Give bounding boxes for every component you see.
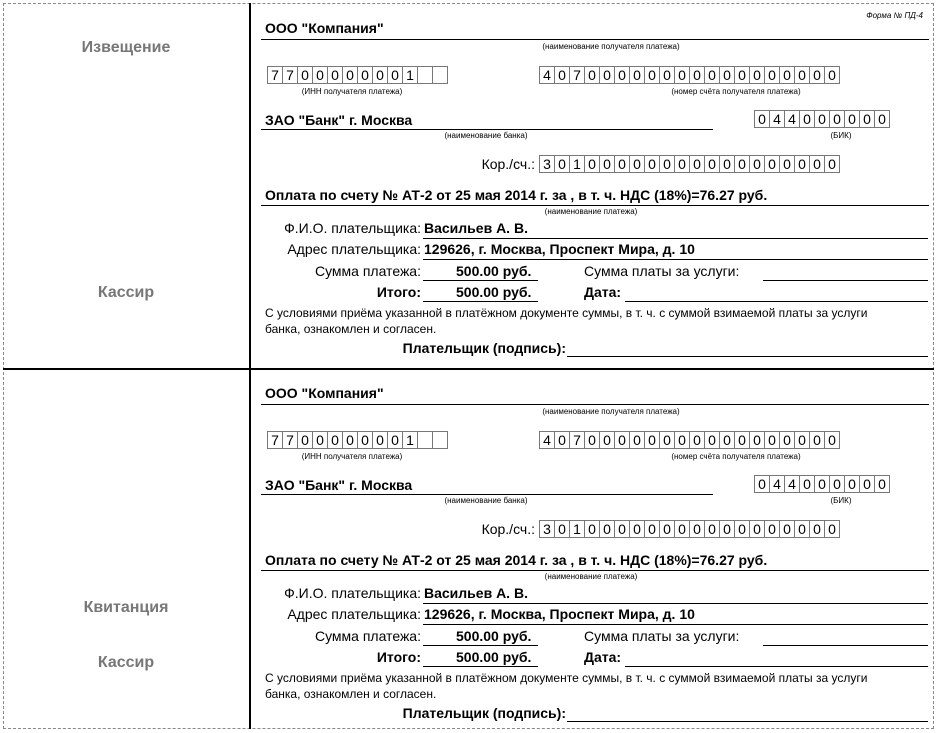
receipt-title: Квитанция — [83, 599, 169, 616]
digit-cell: 0 — [297, 66, 313, 84]
bank-name-caption: (наименование банка) — [444, 131, 528, 140]
payer-underline — [423, 603, 928, 604]
digit-cell: 7 — [569, 431, 585, 449]
vertical-divider — [249, 368, 251, 729]
signature-label: Плательщик (подпись): — [402, 705, 566, 721]
bik-cells — [754, 475, 890, 493]
digit-cell: 0 — [629, 520, 645, 538]
digit-cell: 0 — [387, 66, 403, 84]
digit-cell: 4 — [784, 475, 800, 493]
digit-cell: 0 — [584, 66, 600, 84]
digit-cell: 0 — [674, 66, 690, 84]
account-cells — [539, 66, 840, 84]
bank-name: ЗАО "Банк" г. Москва — [265, 477, 413, 493]
terms-text: С условиями приёма указанной в платёжном документе суммы, в т. ч. с суммой взимаемой платы за услуги банка, ознакомлен и согласен. — [265, 306, 868, 336]
bik-cells — [754, 110, 890, 128]
digit-cell: 0 — [794, 155, 810, 173]
digit-cell: 0 — [794, 520, 810, 538]
total-label: Итого: — [376, 649, 421, 665]
fee-label: Сумма платы за услуги: — [584, 263, 740, 279]
digit-cell: 0 — [357, 66, 373, 84]
digit-cell: 7 — [569, 66, 585, 84]
digit-cell: 0 — [764, 155, 780, 173]
digit-cell: 0 — [312, 431, 328, 449]
digit-cell: 0 — [599, 431, 615, 449]
notice-section — [3, 3, 934, 368]
date-underline — [625, 666, 928, 667]
terms-text: С условиями приёма указанной в платёжном документе суммы, в т. ч. с суммой взимаемой платы за услуги банка, ознакомлен и согласен. — [265, 671, 868, 701]
digit-cell: 0 — [599, 66, 615, 84]
address-value: 129626, г. Москва, Проспект Мира, д. 10 — [424, 241, 695, 257]
notice-title: Извещение — [81, 39, 171, 56]
digit-cell: 0 — [554, 520, 570, 538]
digit-cell: 0 — [704, 520, 720, 538]
total-label: Итого: — [376, 284, 421, 300]
digit-cell: 1 — [569, 520, 585, 538]
digit-cell: 0 — [799, 110, 815, 128]
signature-line[interactable] — [567, 721, 928, 722]
address-label: Адрес плательщика: — [287, 241, 421, 257]
digit-cell: 0 — [689, 520, 705, 538]
total-underline — [423, 666, 538, 667]
total-value: 500.00 руб. — [456, 284, 532, 300]
digit-cell: 0 — [734, 66, 750, 84]
payer-value: Васильев А. В. — [424, 220, 528, 236]
form-number: Форма № ПД-4 — [866, 11, 923, 20]
digit-cell: 3 — [539, 155, 555, 173]
address-underline — [423, 259, 928, 260]
digit-cell: 0 — [614, 431, 630, 449]
digit-cell: 0 — [704, 66, 720, 84]
digit-cell: 0 — [342, 431, 358, 449]
bank-name-caption: (наименование банка) — [444, 496, 528, 505]
digit-cell: 0 — [584, 431, 600, 449]
digit-cell: 0 — [749, 431, 765, 449]
digit-cell: 0 — [719, 66, 735, 84]
address-value: 129626, г. Москва, Проспект Мира, д. 10 — [424, 606, 695, 622]
digit-cell: 0 — [749, 155, 765, 173]
digit-cell: 0 — [704, 155, 720, 173]
digit-cell: 0 — [689, 431, 705, 449]
digit-cell: 0 — [764, 520, 780, 538]
digit-cell: 7 — [267, 431, 283, 449]
cashier-label: Кассир — [97, 654, 155, 671]
digit-cell: 0 — [644, 66, 660, 84]
digit-cell: 4 — [539, 66, 555, 84]
digit-cell: 0 — [554, 155, 570, 173]
inn-cells — [267, 431, 448, 449]
payment-purpose-caption: (наименование платежа) — [544, 207, 638, 216]
payer-underline — [423, 238, 928, 239]
corr-account-label: Кор./сч.: — [481, 156, 535, 172]
fee-label: Сумма платы за услуги: — [584, 628, 740, 644]
digit-cell: 0 — [674, 155, 690, 173]
total-underline — [423, 301, 538, 302]
digit-cell: 0 — [659, 155, 675, 173]
account-cells — [539, 431, 840, 449]
recipient-name: ООО "Компания" — [265, 20, 384, 36]
digit-cell: 0 — [809, 66, 825, 84]
digit-cell: 1 — [402, 66, 418, 84]
digit-cell: 0 — [297, 431, 313, 449]
cashier-label: Кассир — [97, 284, 155, 301]
digit-cell: 0 — [734, 520, 750, 538]
digit-cell: 1 — [402, 431, 418, 449]
total-value: 500.00 руб. — [456, 649, 532, 665]
digit-cell: 3 — [539, 520, 555, 538]
digit-cell: 0 — [874, 475, 890, 493]
digit-cell: 0 — [644, 520, 660, 538]
digit-cell: 0 — [829, 110, 845, 128]
digit-cell: 0 — [372, 66, 388, 84]
digit-cell: 0 — [719, 520, 735, 538]
digit-cell: 0 — [859, 110, 875, 128]
digit-cell: 0 — [809, 431, 825, 449]
payer-value: Васильев А. В. — [424, 585, 528, 601]
digit-cell: 4 — [539, 431, 555, 449]
digit-cell: 0 — [779, 155, 795, 173]
digit-cell: 0 — [814, 475, 830, 493]
digit-cell — [417, 66, 433, 84]
digit-cell: 0 — [734, 155, 750, 173]
digit-cell: 0 — [644, 155, 660, 173]
sum-underline — [423, 645, 538, 646]
digit-cell: 7 — [267, 66, 283, 84]
bik-caption: (БИК) — [830, 496, 852, 505]
digit-cell: 4 — [769, 475, 785, 493]
digit-cell: 0 — [824, 431, 840, 449]
digit-cell: 0 — [779, 520, 795, 538]
digit-cell: 0 — [734, 431, 750, 449]
digit-cell: 0 — [689, 66, 705, 84]
digit-cell: 0 — [629, 155, 645, 173]
notice-left-column — [3, 3, 249, 368]
corr-account-label: Кор./сч.: — [481, 521, 535, 537]
recipient-name-underline — [261, 39, 929, 40]
digit-cell: 0 — [629, 66, 645, 84]
payment-purpose: Оплата по счету № АТ-2 от 25 мая 2014 г. за , в т. ч. НДС (18%)=76.27 руб. — [265, 187, 768, 203]
digit-cell: 1 — [569, 155, 585, 173]
digit-cell: 0 — [764, 66, 780, 84]
digit-cell: 0 — [327, 66, 343, 84]
digit-cell: 0 — [814, 110, 830, 128]
digit-cell: 0 — [749, 66, 765, 84]
bank-name-underline — [261, 494, 713, 495]
digit-cell: 0 — [614, 520, 630, 538]
sum-value: 500.00 руб. — [456, 263, 532, 279]
recipient-name: ООО "Компания" — [265, 385, 384, 401]
sum-underline — [423, 280, 538, 281]
date-underline — [625, 301, 928, 302]
digit-cell: 0 — [719, 155, 735, 173]
digit-cell: 0 — [614, 155, 630, 173]
payer-label: Ф.И.О. плательщика: — [284, 220, 421, 236]
sum-value: 500.00 руб. — [456, 628, 532, 644]
payment-purpose: Оплата по счету № АТ-2 от 25 мая 2014 г. за , в т. ч. НДС (18%)=76.27 руб. — [265, 552, 768, 568]
digit-cell: 0 — [859, 475, 875, 493]
digit-cell — [432, 431, 448, 449]
notice-form — [261, 3, 929, 368]
corr-account-cells — [539, 520, 840, 538]
sum-label: Сумма платежа: — [314, 628, 421, 644]
digit-cell: 0 — [794, 431, 810, 449]
sum-label: Сумма платежа: — [314, 263, 421, 279]
digit-cell: 0 — [704, 431, 720, 449]
bank-name-underline — [261, 129, 713, 130]
address-underline — [423, 624, 928, 625]
digit-cell: 0 — [599, 155, 615, 173]
digit-cell: 7 — [282, 66, 298, 84]
digit-cell: 0 — [554, 431, 570, 449]
digit-cell: 0 — [874, 110, 890, 128]
digit-cell: 0 — [659, 66, 675, 84]
digit-cell: 0 — [794, 66, 810, 84]
digit-cell: 0 — [584, 520, 600, 538]
digit-cell: 0 — [824, 155, 840, 173]
digit-cell: 0 — [719, 431, 735, 449]
vertical-divider — [249, 3, 251, 368]
signature-label: Плательщик (подпись): — [402, 340, 566, 356]
digit-cell: 0 — [554, 66, 570, 84]
recipient-name-caption: (наименование получателя платежа) — [542, 407, 680, 416]
digit-cell: 0 — [829, 475, 845, 493]
digit-cell: 0 — [644, 431, 660, 449]
payer-label: Ф.И.О. плательщика: — [284, 585, 421, 601]
digit-cell: 0 — [629, 431, 645, 449]
recipient-name-caption: (наименование получателя платежа) — [542, 42, 680, 51]
digit-cell: 0 — [809, 520, 825, 538]
digit-cell: 0 — [312, 66, 328, 84]
recipient-name-underline — [261, 404, 929, 405]
bank-name: ЗАО "Банк" г. Москва — [265, 112, 413, 128]
digit-cell: 0 — [779, 431, 795, 449]
date-label: Дата: — [584, 649, 622, 665]
digit-cell — [417, 431, 433, 449]
digit-cell: 0 — [659, 431, 675, 449]
corr-account-cells — [539, 155, 840, 173]
inn-cells — [267, 66, 448, 84]
digit-cell: 0 — [584, 155, 600, 173]
digit-cell: 0 — [779, 66, 795, 84]
digit-cell: 0 — [689, 155, 705, 173]
inn-caption: (ИНН получателя платежа) — [301, 452, 403, 461]
digit-cell: 0 — [809, 155, 825, 173]
digit-cell: 0 — [754, 475, 770, 493]
digit-cell: 0 — [327, 431, 343, 449]
digit-cell: 4 — [769, 110, 785, 128]
digit-cell: 0 — [342, 66, 358, 84]
payment-purpose-underline — [261, 570, 929, 571]
digit-cell: 0 — [614, 66, 630, 84]
receipt-left-column — [3, 368, 249, 729]
digit-cell: 0 — [844, 475, 860, 493]
digit-cell: 0 — [764, 431, 780, 449]
digit-cell: 0 — [799, 475, 815, 493]
signature-line[interactable] — [567, 356, 928, 357]
fee-underline — [763, 645, 928, 646]
receipt-form — [261, 368, 929, 729]
payment-purpose-caption: (наименование платежа) — [544, 572, 638, 581]
digit-cell: 4 — [784, 110, 800, 128]
digit-cell: 0 — [749, 520, 765, 538]
digit-cell: 0 — [674, 520, 690, 538]
digit-cell: 0 — [357, 431, 373, 449]
account-caption: (номер счёта получателя платежа) — [671, 87, 801, 96]
digit-cell: 0 — [599, 520, 615, 538]
digit-cell: 0 — [824, 66, 840, 84]
digit-cell: 0 — [674, 431, 690, 449]
digit-cell — [432, 66, 448, 84]
digit-cell: 7 — [282, 431, 298, 449]
digit-cell: 0 — [659, 520, 675, 538]
inn-caption: (ИНН получателя платежа) — [301, 87, 403, 96]
bik-caption: (БИК) — [830, 131, 852, 140]
receipt-section — [3, 368, 934, 729]
address-label: Адрес плательщика: — [287, 606, 421, 622]
digit-cell: 0 — [387, 431, 403, 449]
digit-cell: 0 — [754, 110, 770, 128]
digit-cell: 0 — [824, 520, 840, 538]
date-label: Дата: — [584, 284, 622, 300]
digit-cell: 0 — [372, 431, 388, 449]
account-caption: (номер счёта получателя платежа) — [671, 452, 801, 461]
digit-cell: 0 — [844, 110, 860, 128]
fee-underline — [763, 280, 928, 281]
payment-purpose-underline — [261, 205, 929, 206]
